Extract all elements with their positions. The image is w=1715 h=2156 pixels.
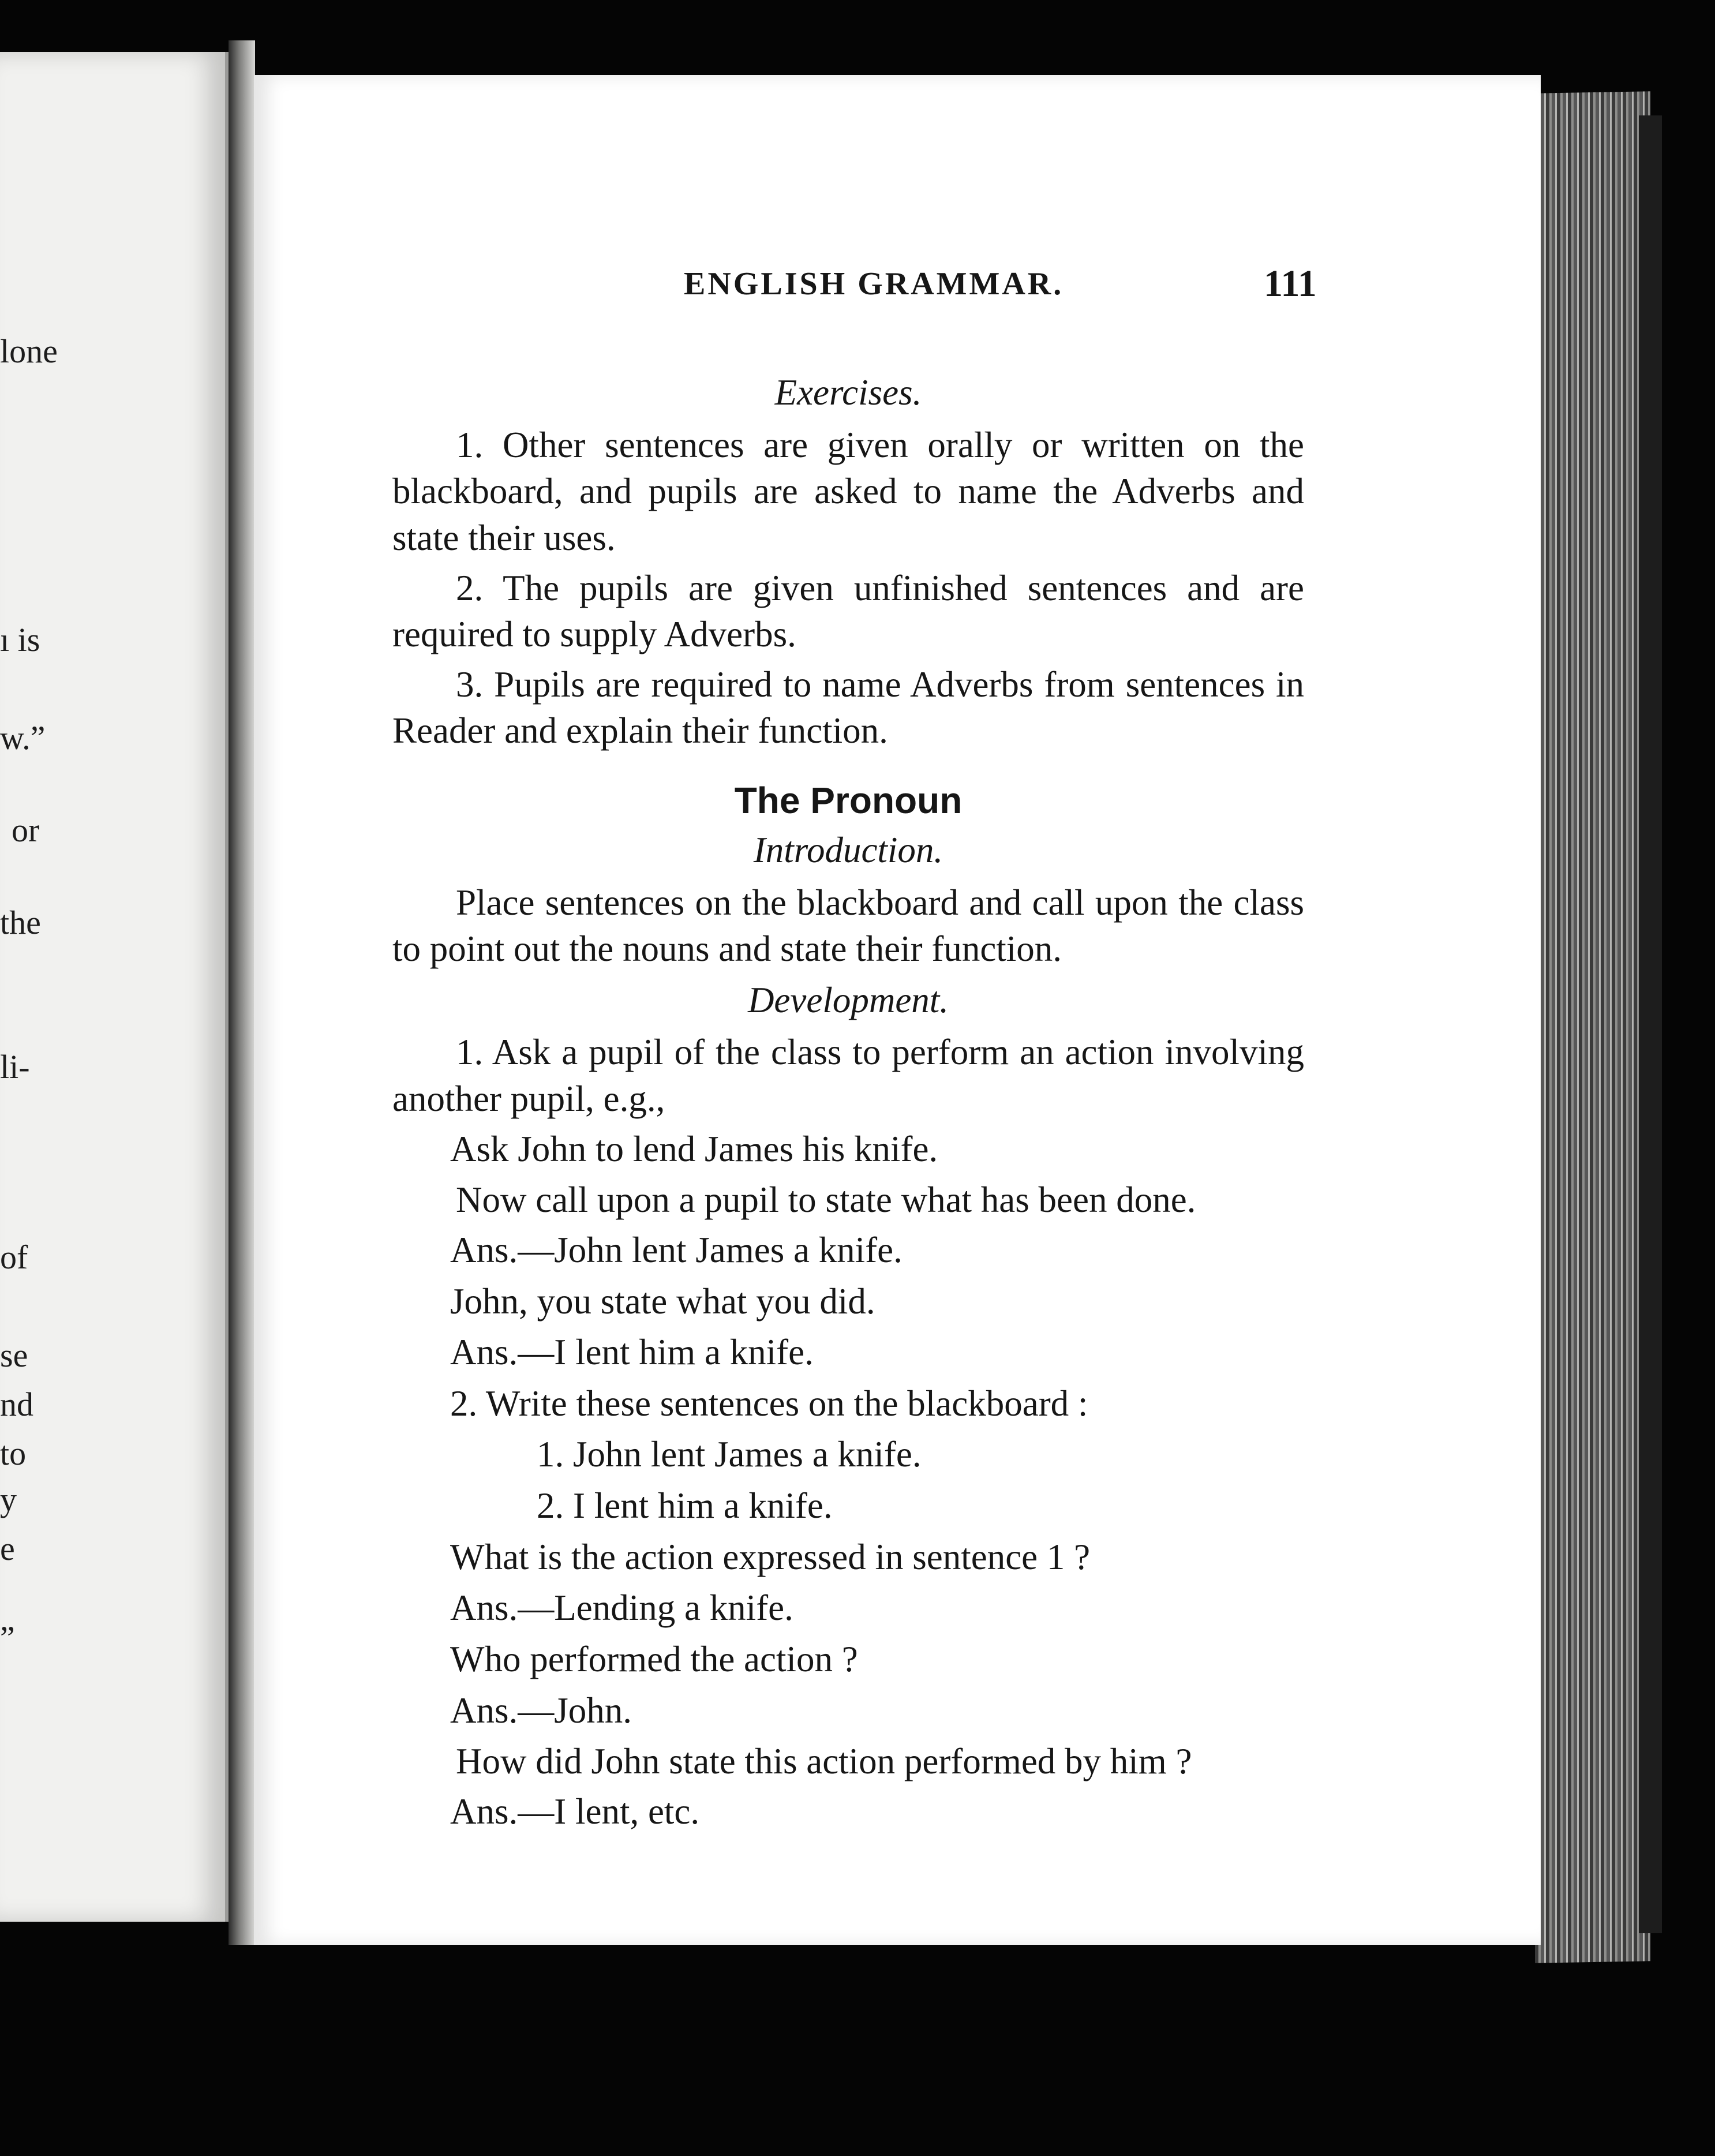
section-title: The Pronoun xyxy=(734,780,963,821)
example-sentence: 1. John lent James a knife. xyxy=(537,1434,922,1475)
question-line: Who performed the action ? xyxy=(450,1638,858,1679)
answer-line: Ans.—I lent him a knife. xyxy=(450,1332,814,1373)
page-content xyxy=(392,369,1304,1839)
development-line: Ask John to lend James his knife. xyxy=(450,1128,938,1169)
development-line: 2. Write these sentences on the blackboard : xyxy=(450,1383,1088,1424)
left-facing-page xyxy=(0,52,229,1922)
left-fragment: y xyxy=(0,1481,17,1518)
left-fragment: lone xyxy=(0,332,58,370)
page-number: 111 xyxy=(1264,263,1317,305)
left-fragment: ” xyxy=(0,1619,15,1657)
left-fragment: or xyxy=(12,811,40,849)
left-fragment: se xyxy=(0,1337,28,1374)
left-fragment: of xyxy=(0,1238,28,1276)
book-cover-edge xyxy=(1639,115,1662,1933)
answer-line: Ans.—Lending a knife. xyxy=(450,1588,793,1629)
exercise-item: 2. The pupils are given unfinished sentences and are required to supply Adverbs. xyxy=(392,567,1304,655)
book-page-edges xyxy=(1535,91,1650,1963)
question-line: What is the action expressed in sentence 1 ? xyxy=(450,1536,1091,1577)
answer-line: Ans.—I lent, etc. xyxy=(450,1791,700,1832)
development-intro: 1. Ask a pupil of the class to perform an action involving another pupil, e.g., xyxy=(392,1032,1304,1120)
left-fragment: ı is xyxy=(0,621,40,658)
left-fragment: nd xyxy=(0,1386,33,1423)
page-header xyxy=(254,265,1541,312)
exercise-item: 1. Other sentences are given orally or written on the blackboard, and pupils are asked to name the Adverbs and state their uses. xyxy=(392,424,1304,558)
development-line: John, you state what you did. xyxy=(450,1281,875,1322)
book-page xyxy=(254,75,1541,1945)
development-line: Now call upon a pupil to state what has been done. xyxy=(456,1180,1196,1221)
left-fragment: e xyxy=(0,1530,15,1567)
exercises-heading: Exercises. xyxy=(774,372,922,413)
left-fragment: w.” xyxy=(0,719,46,757)
left-fragment: to xyxy=(0,1435,27,1472)
question-line: How did John state this action performed by him ? xyxy=(456,1741,1192,1782)
development-heading: Development. xyxy=(747,979,949,1020)
left-fragment: li- xyxy=(0,1048,30,1086)
running-head: ENGLISH GRAMMAR. xyxy=(684,266,1064,302)
answer-line: Ans.—John. xyxy=(450,1690,632,1731)
exercise-item: 3. Pupils are required to name Adverbs from sentences in Reader and explain their function. xyxy=(392,664,1304,751)
answer-line: Ans.—John lent James a knife. xyxy=(450,1229,903,1270)
example-sentence: 2. I lent him a knife. xyxy=(537,1485,833,1526)
introduction-text: Place sentences on the blackboard and call upon the class to point out the nouns and state their function. xyxy=(392,882,1304,970)
introduction-heading: Introduction. xyxy=(753,829,943,870)
book-gutter xyxy=(229,40,255,1945)
left-fragment: the xyxy=(0,904,41,941)
